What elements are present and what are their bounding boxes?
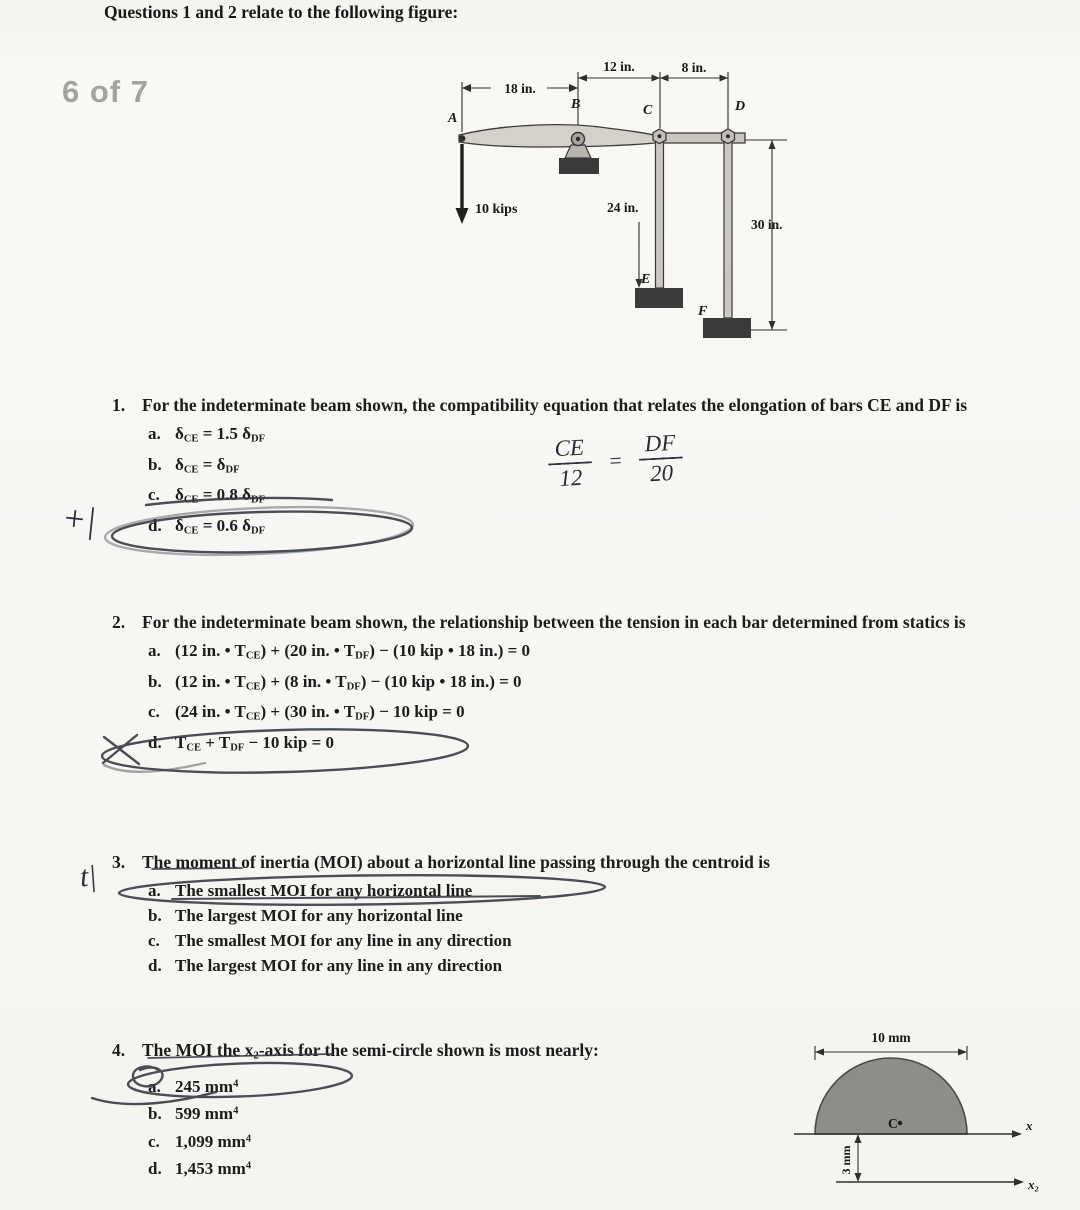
- anchor-f: [703, 318, 751, 338]
- centroid-dot: [898, 1121, 902, 1125]
- handwritten-fraction-left: [547, 435, 594, 492]
- pin-b-center: [576, 137, 580, 141]
- option-text: (12 in. • $T_{CE}) + (20$ in. • $T_{DF}) - (10$ kip • 18 in.) = 0: [175, 641, 531, 662]
- fraction-denominator: 20: [649, 460, 674, 487]
- question-number: 3.: [112, 852, 126, 872]
- dim-18-label: 18 in.: [504, 81, 536, 96]
- question-q3: [112, 850, 1064, 978]
- option-letter: d.: [148, 1158, 162, 1178]
- option-q1-d: [148, 513, 1064, 544]
- question-header-row: [112, 393, 1064, 417]
- option-letter: b.: [148, 671, 162, 691]
- page-title: Questions 1 and 2 relate to the following figure:: [104, 2, 459, 22]
- fraction-numerator: CE: [553, 434, 585, 462]
- option-text: 1,453 $mm^4$: [175, 1158, 252, 1178]
- anchor-e: [635, 288, 683, 308]
- option-text: 1,099 $mm^4$: [175, 1131, 252, 1151]
- beam-figure: [435, 52, 815, 362]
- question-text: For the indeterminate beam shown, the compatibility equation that relates the elongation of bars CE and DF is: [142, 395, 968, 415]
- question-header-row: [112, 850, 1064, 874]
- option-text: $\delta_{CE} = 0.6$ $\delta_{DF}$: [175, 515, 266, 537]
- option-q3-d: [148, 953, 1064, 978]
- option-letter: b.: [148, 454, 162, 474]
- point-a-label: A: [448, 111, 458, 126]
- point-c-label: C: [643, 103, 653, 118]
- option-q2-a: [148, 638, 1064, 669]
- option-letter: a.: [148, 1076, 161, 1096]
- point-d-label: D: [735, 99, 746, 114]
- bar-df: [724, 142, 732, 318]
- option-q3-c: [148, 928, 1064, 953]
- question-text: The moment of inertia (MOI) about a horizontal line passing through the centroid is: [142, 852, 770, 872]
- option-text: $\delta_{CE} = \delta_{DF}$: [175, 454, 240, 476]
- option-letter: c.: [148, 485, 160, 505]
- option-text: The largest MOI for any line in any direction: [175, 956, 503, 975]
- dim-24-label: 24 in.: [607, 200, 639, 215]
- option-text: 599 $mm^4$: [175, 1104, 239, 1124]
- option-text: (12 in. • $T_{CE}) + (8$ in. • $T_{DF}) - (10$ kip • 18 in.) = 0: [175, 671, 522, 693]
- point-e-label: E: [641, 272, 651, 287]
- x-axis-label: x: [1026, 1118, 1033, 1133]
- option-text: The smallest MOI for any line in any direction: [175, 931, 512, 950]
- options-list: [112, 878, 1064, 978]
- handwritten-work-q1: [547, 431, 685, 492]
- centroid-label: C: [888, 1116, 898, 1131]
- option-letter: c.: [148, 1131, 160, 1151]
- handwritten-fraction-right: [637, 431, 684, 488]
- dim-30-label: 30 in.: [751, 217, 783, 232]
- question-number: 4.: [112, 1040, 126, 1060]
- x2-axis-label: x₂: [1028, 1177, 1040, 1192]
- point-b-label: B: [571, 97, 581, 112]
- beam-link-ac: [459, 125, 663, 147]
- option-text: $\delta_{CE} = 0.8$ $\delta_{DF}$: [175, 485, 266, 506]
- bar-ce: [656, 142, 664, 288]
- load-arrow-head: [456, 208, 469, 224]
- load-label: 10 kips: [475, 202, 518, 217]
- question-number: 2.: [112, 612, 126, 632]
- fraction-denominator: 12: [558, 464, 583, 492]
- page-indicator: 6 of 7: [62, 74, 149, 109]
- x2-axis-arrow: [1014, 1178, 1024, 1186]
- bolt-c-center: [658, 134, 662, 138]
- option-text: The largest MOI for any horizontal line: [175, 906, 463, 925]
- dim-12-label: 12 in.: [603, 59, 635, 74]
- semi-height-label: 3 mm: [839, 1145, 853, 1175]
- question-number: 1.: [112, 395, 126, 415]
- option-text: (24 in. • $T_{CE}) + (30$ in. • $T_{DF}) - 10$ kip = 0: [175, 702, 465, 723]
- x-axis-arrow: [1012, 1130, 1022, 1138]
- handwritten-equals: =: [607, 447, 624, 474]
- fraction-numerator: DF: [644, 429, 676, 457]
- option-q2-c: [148, 699, 1064, 730]
- pin-a: [459, 135, 466, 142]
- option-letter: a.: [148, 641, 161, 660]
- handwritten-tally-q1: +|: [60, 497, 99, 541]
- bolt-d-center: [726, 134, 730, 138]
- question-header-row: [112, 610, 1064, 634]
- semicircle-figure: [778, 1026, 1048, 1206]
- option-text: The smallest MOI for any horizontal line: [175, 881, 473, 900]
- question-q2: [112, 610, 1064, 761]
- option-q2-b: [148, 669, 1064, 700]
- option-letter: d.: [148, 956, 162, 975]
- question-text: For the indeterminate beam shown, the relationship between the tension in each bar determined from statics is: [142, 612, 966, 632]
- dim-8-label: 8 in.: [681, 60, 707, 75]
- handwritten-tally-q3: t|: [78, 859, 98, 894]
- question-text: The MOI the $x_2$-axis for the semi-circle shown is most nearly:: [142, 1040, 599, 1062]
- option-letter: c.: [148, 702, 160, 722]
- option-letter: a.: [148, 881, 161, 900]
- option-q2-d: [148, 730, 1064, 761]
- options-list: [112, 638, 1064, 761]
- point-f-label: F: [698, 304, 708, 319]
- option-q3-b: [148, 903, 1064, 928]
- option-text: 245 $mm^4$: [175, 1076, 239, 1096]
- option-letter: b.: [148, 1104, 162, 1124]
- support-b-base: [559, 158, 599, 174]
- semi-width-label: 10 mm: [871, 1030, 911, 1045]
- option-letter: d.: [148, 732, 162, 752]
- option-letter: b.: [148, 906, 162, 925]
- option-q3-a: [148, 878, 1064, 903]
- option-letter: d.: [148, 515, 162, 535]
- option-text: $\delta_{CE} = 1.5$ $\delta_{DF}$: [175, 424, 266, 445]
- option-text: $T_{CE} + T_{DF} - 10$ kip = 0: [175, 732, 335, 754]
- option-letter: c.: [148, 931, 160, 950]
- option-letter: a.: [148, 424, 161, 443]
